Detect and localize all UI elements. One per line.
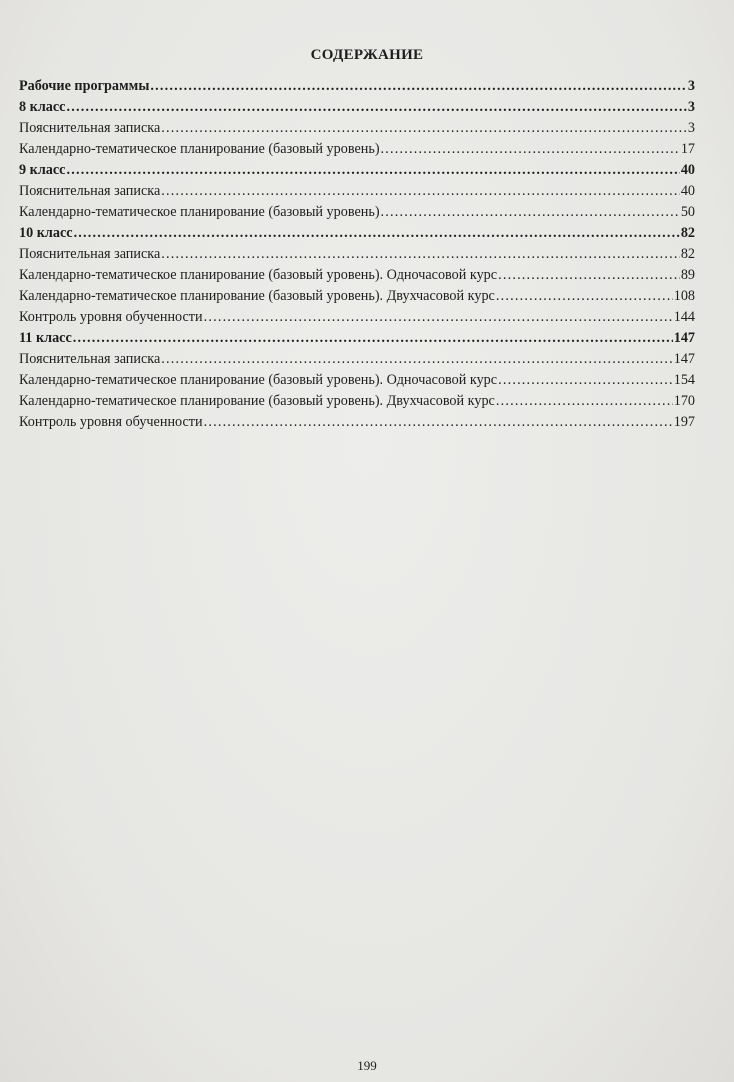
toc-entry-label: Календарно-тематическое планирование (базовый уровень). Одночасовой курс xyxy=(19,372,498,388)
toc-entry-label: 8 класс xyxy=(19,99,66,115)
toc-entry xyxy=(19,181,695,202)
toc-entry-page: 147 xyxy=(673,351,695,367)
toc-dot-leader xyxy=(204,412,673,433)
toc-entry xyxy=(19,391,695,412)
toc-dot-leader xyxy=(161,244,680,265)
toc-entry-page: 40 xyxy=(680,183,695,199)
toc-entry-page: 197 xyxy=(673,414,695,430)
toc-entry-page: 82 xyxy=(680,225,695,241)
toc-entry xyxy=(19,160,695,181)
toc-entry-page: 89 xyxy=(680,267,695,283)
toc-entry xyxy=(19,286,695,307)
toc-entry-page: 82 xyxy=(680,246,695,262)
page-title: СОДЕРЖАНИЕ xyxy=(310,47,424,63)
toc-entry xyxy=(19,265,695,286)
toc-dot-leader xyxy=(496,286,673,307)
toc-entry-label: Календарно-тематическое планирование (базовый уровень) xyxy=(19,204,380,220)
toc-entry-label: 11 класс xyxy=(19,330,72,346)
toc-dot-leader xyxy=(161,118,687,139)
toc-entry xyxy=(19,412,695,433)
toc-entry-page: 3 xyxy=(687,99,695,115)
toc-dot-leader xyxy=(66,160,679,181)
page-number: 199 xyxy=(357,1058,377,1073)
toc-entry xyxy=(19,118,695,139)
toc-entry-label: Календарно-тематическое планирование (базовый уровень). Одночасовой курс xyxy=(19,267,498,283)
toc-entry xyxy=(19,139,695,160)
toc-entry-page: 108 xyxy=(673,288,695,304)
table-of-contents xyxy=(19,76,695,433)
toc-dot-leader xyxy=(381,139,680,160)
toc-dot-leader xyxy=(381,202,680,223)
toc-entry-page: 144 xyxy=(673,309,695,325)
toc-entry-label: 9 класс xyxy=(19,162,66,178)
toc-entry xyxy=(19,97,695,118)
toc-entry-page: 3 xyxy=(687,120,695,136)
toc-entry-label: Пояснительная записка xyxy=(19,120,161,136)
toc-entry xyxy=(19,223,695,244)
toc-dot-leader xyxy=(150,76,687,97)
toc-entry-label: Контроль уровня обученности xyxy=(19,414,203,430)
toc-entry xyxy=(19,307,695,328)
toc-entry-label: Пояснительная записка xyxy=(19,246,161,262)
toc-entry-label: Календарно-тематическое планирование (базовый уровень). Двухчасовой курс xyxy=(19,393,495,409)
toc-entry xyxy=(19,349,695,370)
toc-entry xyxy=(19,76,695,97)
toc-dot-leader xyxy=(498,370,673,391)
toc-entry-label: Рабочие программы xyxy=(19,78,150,94)
toc-entry-page: 3 xyxy=(687,78,695,94)
toc-entry-page: 40 xyxy=(680,162,695,178)
toc-dot-leader xyxy=(73,328,673,349)
toc-entry-label: Календарно-тематическое планирование (базовый уровень) xyxy=(19,141,380,157)
toc-entry-page: 170 xyxy=(673,393,695,409)
toc-entry-label: Пояснительная записка xyxy=(19,351,161,367)
toc-dot-leader xyxy=(74,223,680,244)
toc-dot-leader xyxy=(161,181,680,202)
toc-entry xyxy=(19,202,695,223)
toc-entry-label: Пояснительная записка xyxy=(19,183,161,199)
toc-entry-label: Контроль уровня обученности xyxy=(19,309,203,325)
toc-dot-leader xyxy=(161,349,672,370)
toc-entry-page: 17 xyxy=(680,141,695,157)
toc-dot-leader xyxy=(498,265,680,286)
toc-dot-leader xyxy=(496,391,673,412)
toc-entry-page: 154 xyxy=(673,372,695,388)
toc-entry-label: Календарно-тематическое планирование (базовый уровень). Двухчасовой курс xyxy=(19,288,495,304)
toc-entry-page: 147 xyxy=(673,330,695,346)
toc-entry xyxy=(19,328,695,349)
toc-entry xyxy=(19,244,695,265)
toc-dot-leader xyxy=(66,97,686,118)
toc-entry-label: 10 класс xyxy=(19,225,73,241)
toc-dot-leader xyxy=(204,307,673,328)
toc-entry-page: 50 xyxy=(680,204,695,220)
toc-entry xyxy=(19,370,695,391)
